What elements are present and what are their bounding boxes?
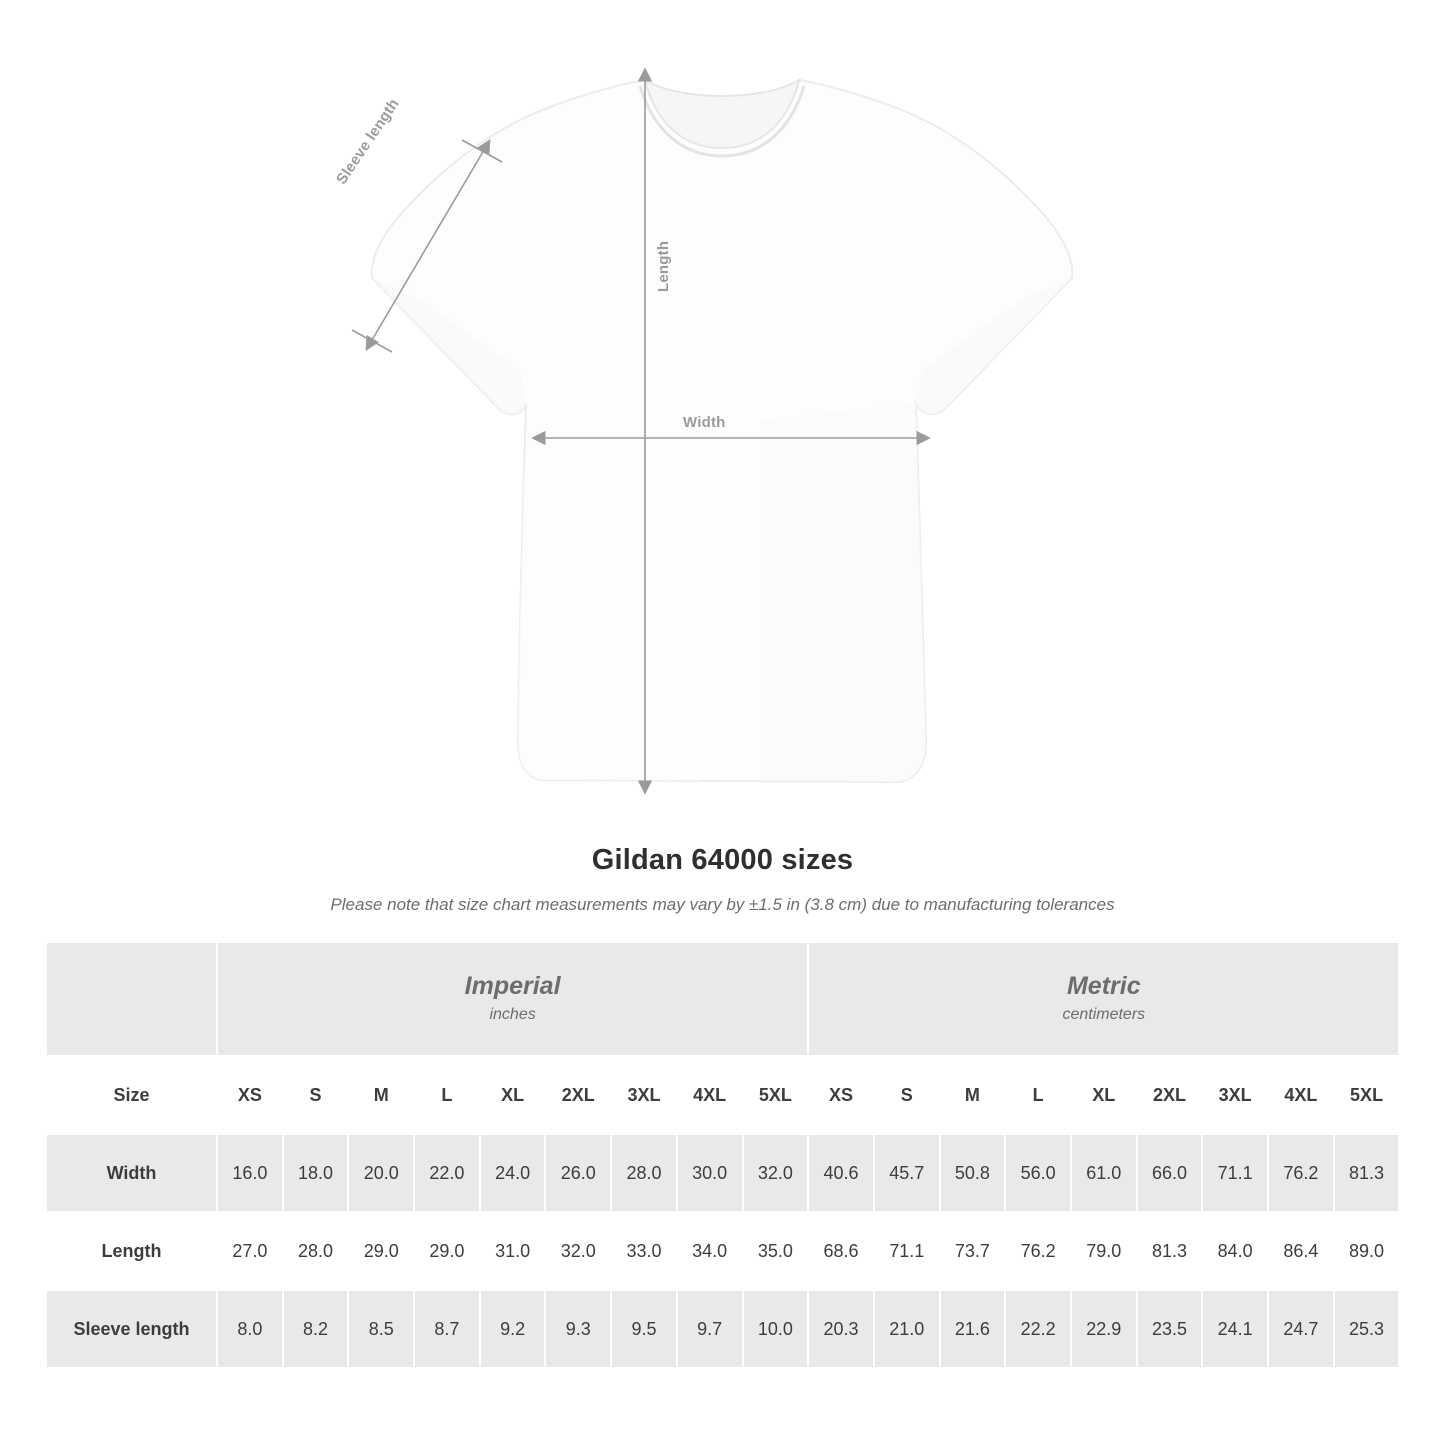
measurement-cell: 9.7 (677, 1290, 743, 1368)
measurement-row-header: Length (46, 1212, 217, 1290)
size-column-header: 3XL (611, 1056, 677, 1134)
measurement-cell: 22.2 (1005, 1290, 1071, 1368)
size-column-header: XL (1071, 1056, 1137, 1134)
measurement-cell: 10.0 (743, 1290, 809, 1368)
size-column-header: XS (808, 1056, 874, 1134)
size-column-header: 5XL (743, 1056, 809, 1134)
unit-group-label: Imperial (464, 971, 561, 1000)
size-column-header: 4XL (1268, 1056, 1334, 1134)
measurement-cell: 71.1 (874, 1212, 940, 1290)
measurement-cell: 89.0 (1334, 1212, 1400, 1290)
sleeve-length-dimension-label: Sleeve length (333, 95, 403, 188)
measurement-cell: 76.2 (1268, 1134, 1334, 1212)
measurement-cell: 28.0 (283, 1212, 349, 1290)
measurement-cell: 18.0 (283, 1134, 349, 1212)
measurement-cell: 24.0 (480, 1134, 546, 1212)
measurement-cell: 22.0 (414, 1134, 480, 1212)
measurement-cell: 9.2 (480, 1290, 546, 1368)
measurement-cell: 29.0 (414, 1212, 480, 1290)
measurement-cell: 33.0 (611, 1212, 677, 1290)
measurement-cell: 9.3 (545, 1290, 611, 1368)
measurement-cell: 32.0 (545, 1212, 611, 1290)
measurement-cell: 68.6 (808, 1212, 874, 1290)
size-column-header: S (283, 1056, 349, 1134)
size-table (45, 941, 1400, 1369)
size-header-row (46, 1056, 1399, 1134)
unit-group-metric (808, 942, 1399, 1056)
measurement-cell: 8.5 (348, 1290, 414, 1368)
measurement-cell: 50.8 (940, 1134, 1006, 1212)
measurement-cell: 56.0 (1005, 1134, 1071, 1212)
size-column-header: XS (217, 1056, 283, 1134)
measurement-cell: 71.1 (1202, 1134, 1268, 1212)
measurement-cell: 25.3 (1334, 1290, 1400, 1368)
measurement-cell: 86.4 (1268, 1212, 1334, 1290)
size-column-header: L (414, 1056, 480, 1134)
measurement-cell: 8.7 (414, 1290, 480, 1368)
measurement-cell: 31.0 (480, 1212, 546, 1290)
size-column-header: M (348, 1056, 414, 1134)
measurement-cell: 27.0 (217, 1212, 283, 1290)
measurement-cell: 8.0 (217, 1290, 283, 1368)
title-block (0, 844, 1445, 915)
unit-header-spacer (46, 942, 217, 1056)
unit-group-sublabel: inches (489, 1005, 536, 1023)
measurement-cell: 28.0 (611, 1134, 677, 1212)
measurement-row-header: Sleeve length (46, 1290, 217, 1368)
page-title: Gildan 64000 sizes (591, 844, 854, 876)
unit-header-row (46, 942, 1399, 1056)
size-column-header: 5XL (1334, 1056, 1400, 1134)
unit-group-label: Metric (1066, 971, 1141, 1000)
table-row (46, 1290, 1399, 1368)
measurement-cell: 26.0 (545, 1134, 611, 1212)
measurement-cell: 66.0 (1137, 1134, 1203, 1212)
measurement-cell: 21.6 (940, 1290, 1006, 1368)
measurement-cell: 79.0 (1071, 1212, 1137, 1290)
measurement-cell: 84.0 (1202, 1212, 1268, 1290)
measurement-cell: 8.2 (283, 1290, 349, 1368)
table-row (46, 1212, 1399, 1290)
measurement-row-header: Width (46, 1134, 217, 1212)
size-column-header: XL (480, 1056, 546, 1134)
length-dimension-label: Length (655, 240, 672, 292)
measurement-cell: 20.3 (808, 1290, 874, 1368)
measurement-cell: 23.5 (1137, 1290, 1203, 1368)
measurement-cell: 81.3 (1137, 1212, 1203, 1290)
measurement-cell: 35.0 (743, 1212, 809, 1290)
size-table-wrapper (45, 941, 1400, 1369)
size-column-header: M (940, 1056, 1006, 1134)
size-column-header: 4XL (677, 1056, 743, 1134)
measurement-cell: 29.0 (348, 1212, 414, 1290)
measurement-cell: 21.0 (874, 1290, 940, 1368)
measurement-cell: 34.0 (677, 1212, 743, 1290)
measurement-cell: 73.7 (940, 1212, 1006, 1290)
measurement-cell: 32.0 (743, 1134, 809, 1212)
measurement-cell: 24.7 (1268, 1290, 1334, 1368)
tolerance-note: Please note that size chart measurements may vary by ±1.5 in (3.8 cm) due to manufacturing tolerances (330, 895, 1115, 914)
size-column-header: 3XL (1202, 1056, 1268, 1134)
measurement-cell: 45.7 (874, 1134, 940, 1212)
table-row (46, 1134, 1399, 1212)
measurement-cell: 22.9 (1071, 1290, 1137, 1368)
measurement-cell: 81.3 (1334, 1134, 1400, 1212)
measurement-cell: 76.2 (1005, 1212, 1071, 1290)
measurement-cell: 20.0 (348, 1134, 414, 1212)
unit-group-imperial (217, 942, 808, 1056)
size-row-header: Size (46, 1056, 217, 1134)
measurement-cell: 30.0 (677, 1134, 743, 1212)
measurement-cell: 9.5 (611, 1290, 677, 1368)
size-column-header: 2XL (1137, 1056, 1203, 1134)
measurement-cell: 61.0 (1071, 1134, 1137, 1212)
unit-group-sublabel: centimeters (1062, 1005, 1146, 1023)
measurement-cell: 40.6 (808, 1134, 874, 1212)
measurement-cell: 16.0 (217, 1134, 283, 1212)
size-column-header: L (1005, 1056, 1071, 1134)
size-column-header: S (874, 1056, 940, 1134)
width-dimension-label: Width (683, 414, 726, 431)
size-column-header: 2XL (545, 1056, 611, 1134)
measurement-cell: 24.1 (1202, 1290, 1268, 1368)
